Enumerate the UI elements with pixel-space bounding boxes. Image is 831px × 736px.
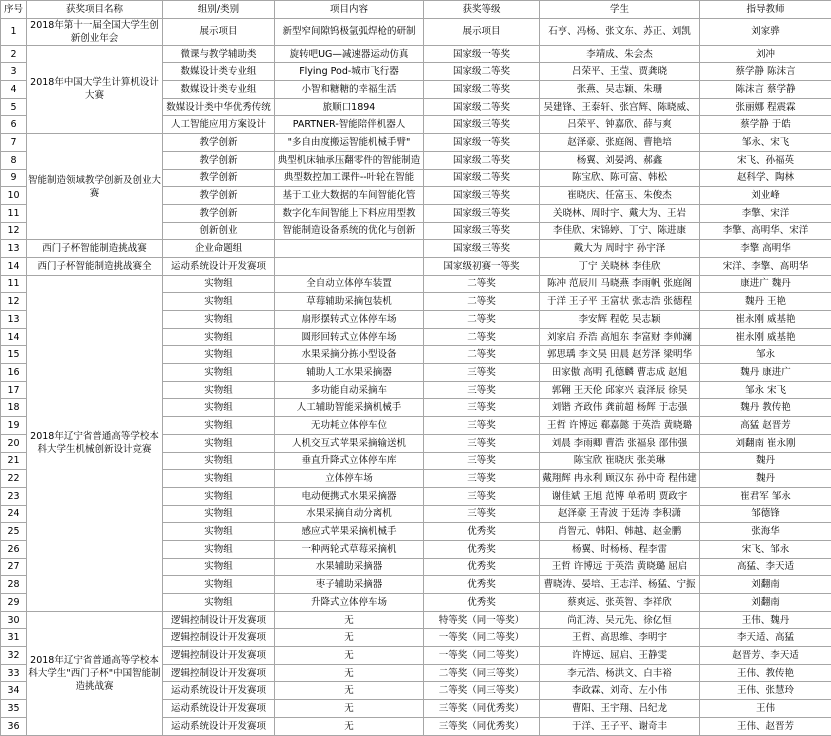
level-cell: 优秀奖 [424, 540, 540, 558]
content-cell: 无 [275, 682, 424, 700]
no-cell: 27 [1, 558, 27, 576]
content-cell: PARTNER-智能陪伴机器人 [275, 116, 424, 134]
level-cell: 三等奖（同优秀奖） [424, 700, 540, 718]
content-cell [275, 240, 424, 258]
no-cell: 13 [1, 240, 27, 258]
level-cell: 优秀奖 [424, 558, 540, 576]
students-cell: 石亨、冯杨、张文东、苏正、刘凯 [540, 18, 700, 45]
award-name-cell: 西门子杯智能制造挑战赛全 [27, 257, 163, 275]
header-content: 项目内容 [275, 1, 424, 19]
students-cell: 许博远、屈启、王静雯 [540, 647, 700, 665]
teacher-cell: 宋洋、李擎、高明华 [700, 257, 831, 275]
no-cell: 21 [1, 452, 27, 470]
content-cell: 扇形摆转式立体停车场 [275, 311, 424, 329]
no-cell: 32 [1, 647, 27, 665]
awards-table-body [1, 18, 831, 735]
group-cell: 数媒设计类专业组 [163, 81, 275, 99]
content-cell: 基于工业大数据的车间智能化管 [275, 187, 424, 205]
content-cell: 新型窄间隙钨极氩弧焊枪的研制 [275, 18, 424, 45]
header-level: 获奖等级 [424, 1, 540, 19]
teacher-cell: 魏丹 [700, 470, 831, 488]
content-cell: 旋转吧UG—减速器运动仿真 [275, 45, 424, 63]
group-cell: 实物组 [163, 346, 275, 364]
content-cell: 圆形回转式立体停车场 [275, 328, 424, 346]
no-cell: 18 [1, 399, 27, 417]
group-cell: 实物组 [163, 293, 275, 311]
teacher-cell: 赵晋芳、李天适 [700, 647, 831, 665]
teacher-cell: 王伟、赵晋芳 [700, 717, 831, 735]
no-cell: 19 [1, 417, 27, 435]
group-cell: 运动系统设计开发赛项 [163, 700, 275, 718]
award-name-cell: 2018年中国大学生计算机设计大赛 [27, 45, 163, 133]
level-cell: 国家级初赛一等奖 [424, 257, 540, 275]
no-cell: 20 [1, 434, 27, 452]
level-cell: 国家级三等奖 [424, 187, 540, 205]
students-cell: 曹阳、王宇翔、吕纪龙 [540, 700, 700, 718]
teacher-cell: 张丽娜 程震霖 [700, 98, 831, 116]
students-cell: 郭思瑀 李文昊 田晨 赵芳泽 梁明华 [540, 346, 700, 364]
teacher-cell: 王伟、教传艳 [700, 664, 831, 682]
teacher-cell: 蔡学静 陈沫言 [700, 63, 831, 81]
group-cell: 教学创新 [163, 187, 275, 205]
students-cell: 刘晨 李雨卿 曹浩 张福泉 邵伟强 [540, 434, 700, 452]
students-cell: 吕荣平、钟嘉欣、薛与爽 [540, 116, 700, 134]
group-cell: 运动系统设计开发赛项 [163, 682, 275, 700]
level-cell: 特等奖（同一等奖） [424, 611, 540, 629]
teacher-cell: 刘冲 [700, 45, 831, 63]
teacher-cell: 刘翻南 崔永刚 [700, 434, 831, 452]
content-cell: 典型机床轴承压翻零件的智能制造 [275, 151, 424, 169]
level-cell: 二等奖 [424, 311, 540, 329]
teacher-cell: 宋飞、孙福英 [700, 151, 831, 169]
content-cell: 无 [275, 611, 424, 629]
no-cell: 14 [1, 328, 27, 346]
teacher-cell: 魏丹 王艳 [700, 293, 831, 311]
students-cell: 赵泽豪 王青波 于廷涛 李积潇 [540, 505, 700, 523]
group-cell: 实物组 [163, 452, 275, 470]
group-cell: 逻辑控制设计开发赛项 [163, 664, 275, 682]
group-cell: 运动系统设计开发赛项 [163, 257, 275, 275]
no-cell: 8 [1, 151, 27, 169]
content-cell: Flying Pod-城市飞行器 [275, 63, 424, 81]
header-no: 序号 [1, 1, 27, 19]
no-cell: 29 [1, 594, 27, 612]
teacher-cell: 李擎、宋洋 [700, 204, 831, 222]
no-cell: 22 [1, 470, 27, 488]
students-cell: 陈宝欣 崔晓庆 张美琳 [540, 452, 700, 470]
header-group: 组别/类别 [163, 1, 275, 19]
no-cell: 12 [1, 222, 27, 240]
content-cell [275, 257, 424, 275]
no-cell: 7 [1, 134, 27, 152]
teacher-cell: 蔡学静 于皓 [700, 116, 831, 134]
level-cell: 国家级一等奖 [424, 134, 540, 152]
level-cell: 国家级三等奖 [424, 204, 540, 222]
header-students: 学生 [540, 1, 700, 19]
level-cell: 国家级二等奖 [424, 98, 540, 116]
table-row [1, 18, 831, 45]
students-cell: 郭翱 王天伦 邱家兴 袁泽辰 徐昊 [540, 381, 700, 399]
no-cell: 1 [1, 18, 27, 45]
students-cell: 陈冲 范辰川 马晓燕 李雨帆 张庭阁 [540, 275, 700, 293]
teacher-cell: 高猛 赵晋芳 [700, 417, 831, 435]
group-cell: 实物组 [163, 523, 275, 541]
teacher-cell: 崔永刚 威基艳 [700, 328, 831, 346]
students-cell: 刘家启 乔浩 高旭东 李富财 李帅澜 [540, 328, 700, 346]
award-name-cell: 2018年第十一届全国大学生创新创业年会 [27, 18, 163, 45]
no-cell: 11 [1, 275, 27, 293]
group-cell: 教学创新 [163, 204, 275, 222]
level-cell: 优秀奖 [424, 594, 540, 612]
level-cell: 国家级三等奖 [424, 116, 540, 134]
students-cell: 王哲 许博远 于英浩 黄晓璐 屈启 [540, 558, 700, 576]
students-cell: 刘锴 齐政伟 龚前超 杨辉 于志强 [540, 399, 700, 417]
students-cell: 李政霖、刘奇、左小伟 [540, 682, 700, 700]
teacher-cell: 刘翻南 [700, 576, 831, 594]
content-cell: 无 [275, 717, 424, 735]
level-cell: 三等奖 [424, 452, 540, 470]
students-cell: 田家傲 高明 孔德麟 曹志成 赵旭 [540, 364, 700, 382]
teacher-cell: 王伟、张慧玲 [700, 682, 831, 700]
students-cell: 谢佳斌 王旭 范博 单希明 贾政宇 [540, 487, 700, 505]
content-cell: 无 [275, 700, 424, 718]
group-cell: 微课与教学辅助类 [163, 45, 275, 63]
level-cell: 优秀奖 [424, 523, 540, 541]
content-cell: 枣子辅助采摘器 [275, 576, 424, 594]
no-cell: 31 [1, 629, 27, 647]
students-cell: 杨翼、刘晏鸿、郝鑫 [540, 151, 700, 169]
table-row [1, 275, 831, 293]
content-cell: 水果采摘分拣小型设备 [275, 346, 424, 364]
level-cell: 三等奖（同优秀奖） [424, 717, 540, 735]
no-cell: 30 [1, 611, 27, 629]
students-cell: 吕荣平、王莹、贾龚晓 [540, 63, 700, 81]
no-cell: 36 [1, 717, 27, 735]
no-cell: 5 [1, 98, 27, 116]
header-teacher: 指导教师 [700, 1, 831, 19]
no-cell: 10 [1, 187, 27, 205]
level-cell: 二等奖 [424, 328, 540, 346]
students-cell: 于洋、王子平、谢奇丰 [540, 717, 700, 735]
no-cell: 11 [1, 204, 27, 222]
level-cell: 三等奖 [424, 417, 540, 435]
level-cell: 优秀奖 [424, 576, 540, 594]
level-cell: 三等奖 [424, 505, 540, 523]
group-cell: 人工智能应用方案设计 [163, 116, 275, 134]
content-cell: 无 [275, 664, 424, 682]
teacher-cell: 魏丹 [700, 452, 831, 470]
students-cell: 崔晓庆、任富玉、朱俊杰 [540, 187, 700, 205]
teacher-cell: 刘业峰 [700, 187, 831, 205]
level-cell: 二等奖 [424, 293, 540, 311]
content-cell: 无 [275, 647, 424, 665]
level-cell: 国家级一等奖 [424, 45, 540, 63]
level-cell: 三等奖 [424, 364, 540, 382]
level-cell: 国家级三等奖 [424, 240, 540, 258]
content-cell: 升降式立体停车场 [275, 594, 424, 612]
teacher-cell: 李擎 高明华 [700, 240, 831, 258]
teacher-cell: 陈沫言 蔡学静 [700, 81, 831, 99]
group-cell: 逻辑控制设计开发赛项 [163, 629, 275, 647]
students-cell: 戴翔辉 冉永利 顾汉东 孙中奇 程伟建 [540, 470, 700, 488]
group-cell: 实物组 [163, 540, 275, 558]
level-cell: 三等奖 [424, 434, 540, 452]
teacher-cell: 邹永 宋飞 [700, 381, 831, 399]
level-cell: 二等奖（同三等奖） [424, 664, 540, 682]
group-cell: 实物组 [163, 275, 275, 293]
group-cell: 教学创新 [163, 169, 275, 187]
group-cell: 实物组 [163, 399, 275, 417]
teacher-cell: 李擎、高明华、宋洋 [700, 222, 831, 240]
content-cell: "多自由度搬运智能机械手臂" [275, 134, 424, 152]
no-cell: 28 [1, 576, 27, 594]
no-cell: 23 [1, 487, 27, 505]
table-row [1, 611, 831, 629]
level-cell: 三等奖 [424, 399, 540, 417]
content-cell: 水果辅助采摘器 [275, 558, 424, 576]
teacher-cell: 张海华 [700, 523, 831, 541]
no-cell: 2 [1, 45, 27, 63]
content-cell: 数字化车间智能上下料应用型教 [275, 204, 424, 222]
students-cell: 李靖成、朱会杰 [540, 45, 700, 63]
no-cell: 24 [1, 505, 27, 523]
group-cell: 逻辑控制设计开发赛项 [163, 611, 275, 629]
teacher-cell: 崔君军 邹永 [700, 487, 831, 505]
content-cell: 感应式苹果采摘机械手 [275, 523, 424, 541]
group-cell: 实物组 [163, 364, 275, 382]
teacher-cell: 王伟、魏丹 [700, 611, 831, 629]
no-cell: 26 [1, 540, 27, 558]
group-cell: 运动系统设计开发赛项 [163, 717, 275, 735]
no-cell: 4 [1, 81, 27, 99]
level-cell: 一等奖（同二等奖） [424, 629, 540, 647]
students-cell: 李佳欣、宋锦婷、丁宁、陈进康 [540, 222, 700, 240]
level-cell: 国家级二等奖 [424, 169, 540, 187]
level-cell: 国家级二等奖 [424, 151, 540, 169]
group-cell: 实物组 [163, 311, 275, 329]
no-cell: 9 [1, 169, 27, 187]
students-cell: 关晓林、周时宇、戴大为、王岩 [540, 204, 700, 222]
students-cell: 李元浩、杨洪文、白丰裕 [540, 664, 700, 682]
group-cell: 展示项目 [163, 18, 275, 45]
teacher-cell: 刘家骅 [700, 18, 831, 45]
teacher-cell: 李天适、高猛 [700, 629, 831, 647]
level-cell: 三等奖 [424, 470, 540, 488]
level-cell: 国家级二等奖 [424, 63, 540, 81]
award-name-cell: 2018年辽宁省普通高等学校本科大学生"西门子杯"中国智能制造挑战赛 [27, 611, 163, 735]
group-cell: 实物组 [163, 558, 275, 576]
no-cell: 33 [1, 664, 27, 682]
group-cell: 教学创新 [163, 134, 275, 152]
level-cell: 二等奖（同三等奖） [424, 682, 540, 700]
group-cell: 实物组 [163, 487, 275, 505]
teacher-cell: 康进广 魏丹 [700, 275, 831, 293]
award-name-cell: 西门子杯智能制造挑战赛 [27, 240, 163, 258]
students-cell: 戴大为 周时宇 孙宇泽 [540, 240, 700, 258]
group-cell: 数媒设计类中华优秀传统 [163, 98, 275, 116]
content-cell: 辅助人工水果采摘器 [275, 364, 424, 382]
content-cell: 电动便携式水果采摘器 [275, 487, 424, 505]
students-cell: 曹晓涛、晏培、王志洋、杨猛、宁振 [540, 576, 700, 594]
students-cell: 蔡爽远、张英智、李祥欣 [540, 594, 700, 612]
group-cell: 实物组 [163, 594, 275, 612]
content-cell: 草莓辅助采摘包装机 [275, 293, 424, 311]
level-cell: 三等奖 [424, 381, 540, 399]
group-cell: 实物组 [163, 505, 275, 523]
no-cell: 35 [1, 700, 27, 718]
award-name-cell: 2018年辽宁省普通高等学校本科大学生机械创新设计竞赛 [27, 275, 163, 611]
no-cell: 14 [1, 257, 27, 275]
no-cell: 12 [1, 293, 27, 311]
header-award-name: 获奖项目名称 [27, 1, 163, 19]
group-cell: 实物组 [163, 328, 275, 346]
students-cell: 李安辉 程乾 吴志颖 [540, 311, 700, 329]
group-cell: 数媒设计类专业组 [163, 63, 275, 81]
group-cell: 实物组 [163, 470, 275, 488]
table-row [1, 240, 831, 258]
header-row [1, 1, 831, 19]
no-cell: 6 [1, 116, 27, 134]
students-cell: 王哲 许博远 郗嘉懿 于英浩 黄晓璐 [540, 417, 700, 435]
content-cell: 旅顺口1894 [275, 98, 424, 116]
teacher-cell: 赵科学、陶林 [700, 169, 831, 187]
group-cell: 实物组 [163, 417, 275, 435]
students-cell: 王哲、高思维、李明宇 [540, 629, 700, 647]
content-cell: 立体停车场 [275, 470, 424, 488]
content-cell: 人机交互式苹果采摘输送机 [275, 434, 424, 452]
level-cell: 国家级二等奖 [424, 81, 540, 99]
no-cell: 25 [1, 523, 27, 541]
no-cell: 16 [1, 364, 27, 382]
group-cell: 逻辑控制设计开发赛项 [163, 647, 275, 665]
award-name-cell: 智能制造领域教学创新及创业大赛 [27, 134, 163, 240]
no-cell: 15 [1, 346, 27, 364]
students-cell: 于洋 王子平 王富状 张志浩 张德程 [540, 293, 700, 311]
group-cell: 实物组 [163, 434, 275, 452]
content-cell: 无功耗立体停车位 [275, 417, 424, 435]
table-row [1, 257, 831, 275]
content-cell: 全自动立体停车装置 [275, 275, 424, 293]
content-cell: 典型数控加工课件--叶轮在智能 [275, 169, 424, 187]
no-cell: 17 [1, 381, 27, 399]
teacher-cell: 崔永刚 威基艳 [700, 311, 831, 329]
level-cell: 国家级三等奖 [424, 222, 540, 240]
content-cell: 小智和糖糖的幸福生活 [275, 81, 424, 99]
group-cell: 教学创新 [163, 151, 275, 169]
content-cell: 人工辅助智能采摘机械手 [275, 399, 424, 417]
no-cell: 3 [1, 63, 27, 81]
group-cell: 实物组 [163, 381, 275, 399]
level-cell: 展示项目 [424, 18, 540, 45]
content-cell: 智能制造设备系统的优化与创新 [275, 222, 424, 240]
students-cell: 肖智元、韩阳、韩越、赵金鹏 [540, 523, 700, 541]
teacher-cell: 邹德锋 [700, 505, 831, 523]
teacher-cell: 邹永、宋飞 [700, 134, 831, 152]
students-cell: 陈宝欣、陈可富、韩松 [540, 169, 700, 187]
level-cell: 三等奖 [424, 487, 540, 505]
teacher-cell: 刘翻南 [700, 594, 831, 612]
level-cell: 二等奖 [424, 275, 540, 293]
table-row [1, 45, 831, 63]
group-cell: 创新创业 [163, 222, 275, 240]
content-cell: 多功能自动采摘车 [275, 381, 424, 399]
teacher-cell: 魏丹 康进广 [700, 364, 831, 382]
teacher-cell: 邹永 [700, 346, 831, 364]
students-cell: 吴建锋、王泰轩、张宫辉、陈晓威、 [540, 98, 700, 116]
no-cell: 13 [1, 311, 27, 329]
content-cell: 垂直升降式立体停车库 [275, 452, 424, 470]
teacher-cell: 王伟 [700, 700, 831, 718]
students-cell: 杨翼、时杨杨、程李雷 [540, 540, 700, 558]
students-cell: 张燕、吴志颖、朱珊 [540, 81, 700, 99]
table-row [1, 134, 831, 152]
content-cell: 无 [275, 629, 424, 647]
students-cell: 尚汇涛、吴元先、徐亿恒 [540, 611, 700, 629]
level-cell: 一等奖（同二等奖） [424, 647, 540, 665]
content-cell: 一种两轮式草莓采摘机 [275, 540, 424, 558]
group-cell: 企业命题组 [163, 240, 275, 258]
students-cell: 丁宁 关晓林 李佳欣 [540, 257, 700, 275]
teacher-cell: 宋飞、邹永 [700, 540, 831, 558]
content-cell: 水果采摘自动分离机 [275, 505, 424, 523]
teacher-cell: 高猛、李天适 [700, 558, 831, 576]
level-cell: 二等奖 [424, 346, 540, 364]
students-cell: 赵泽豪、张庭阁、曹艳培 [540, 134, 700, 152]
group-cell: 实物组 [163, 576, 275, 594]
teacher-cell: 魏丹 教传艳 [700, 399, 831, 417]
no-cell: 34 [1, 682, 27, 700]
